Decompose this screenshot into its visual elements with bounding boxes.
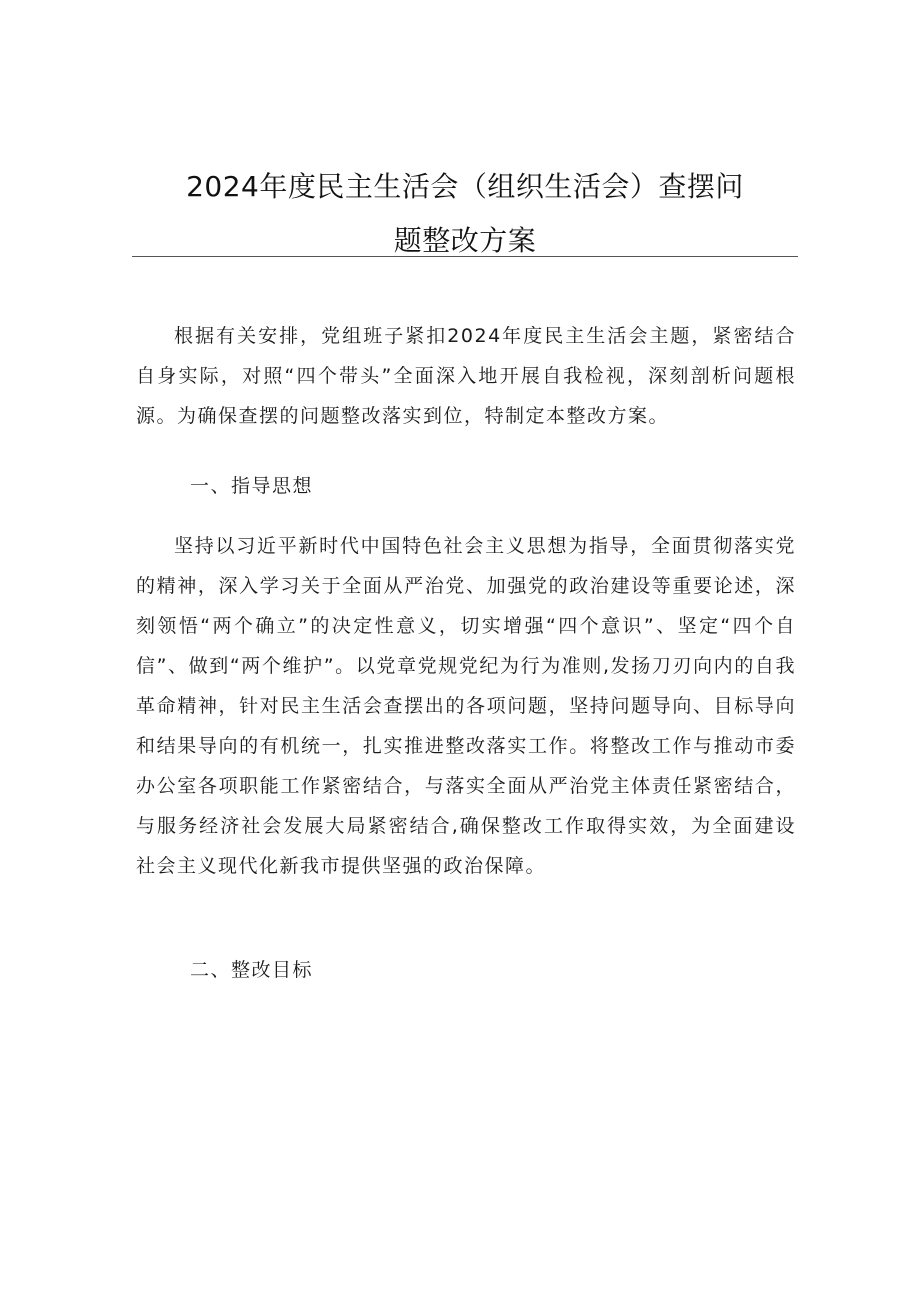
document-title (132, 160, 798, 268)
section-1-heading: 一、指导思想 (190, 475, 314, 497)
title-divider (132, 256, 798, 257)
intro-paragraph: 根据有关安排，党组班子紧扣2024年度民主生活会主题，紧密结合自身实际，对照“四个带头”全面深入地开展自我检视，深刻剖析问题根源。为确保查摆的问题整改落实到位，特制定本整改方案。 (136, 325, 796, 427)
title-line-2: 题整改方案 (393, 224, 537, 257)
section-1-paragraph: 坚持以习近平新时代中国特色社会主义思想为指导，全面贯彻落实党的精神，深入学习关于全面从严治党、加强党的政治建设等重要论述，深刻领悟“两个确立”的决定性意义，切实增强“四个意识”、坚定“四个自信”、做到“两个维护”。以党章党规党纪为行为准则,发扬刀刃向内的自我革命精神，针对民主生活会查摆出的各项问题，坚持问题导向、目标导向和结果导向的有机统一，扎实推进整改落实工作。将整改工作与推动市委办公室各项职能工作紧密结合，与落实全面从严治党主体责任紧密结合，与服务经济社会发展大局紧密结合,确保整改工作取得实效，为全面建设社会主义现代化新我市提供坚强的政治保障。 (136, 535, 796, 877)
section-2-heading: 二、整改目标 (190, 959, 314, 981)
title-line-1: 2024年度民主生活会（组织生活会）查摆问 (186, 170, 744, 203)
